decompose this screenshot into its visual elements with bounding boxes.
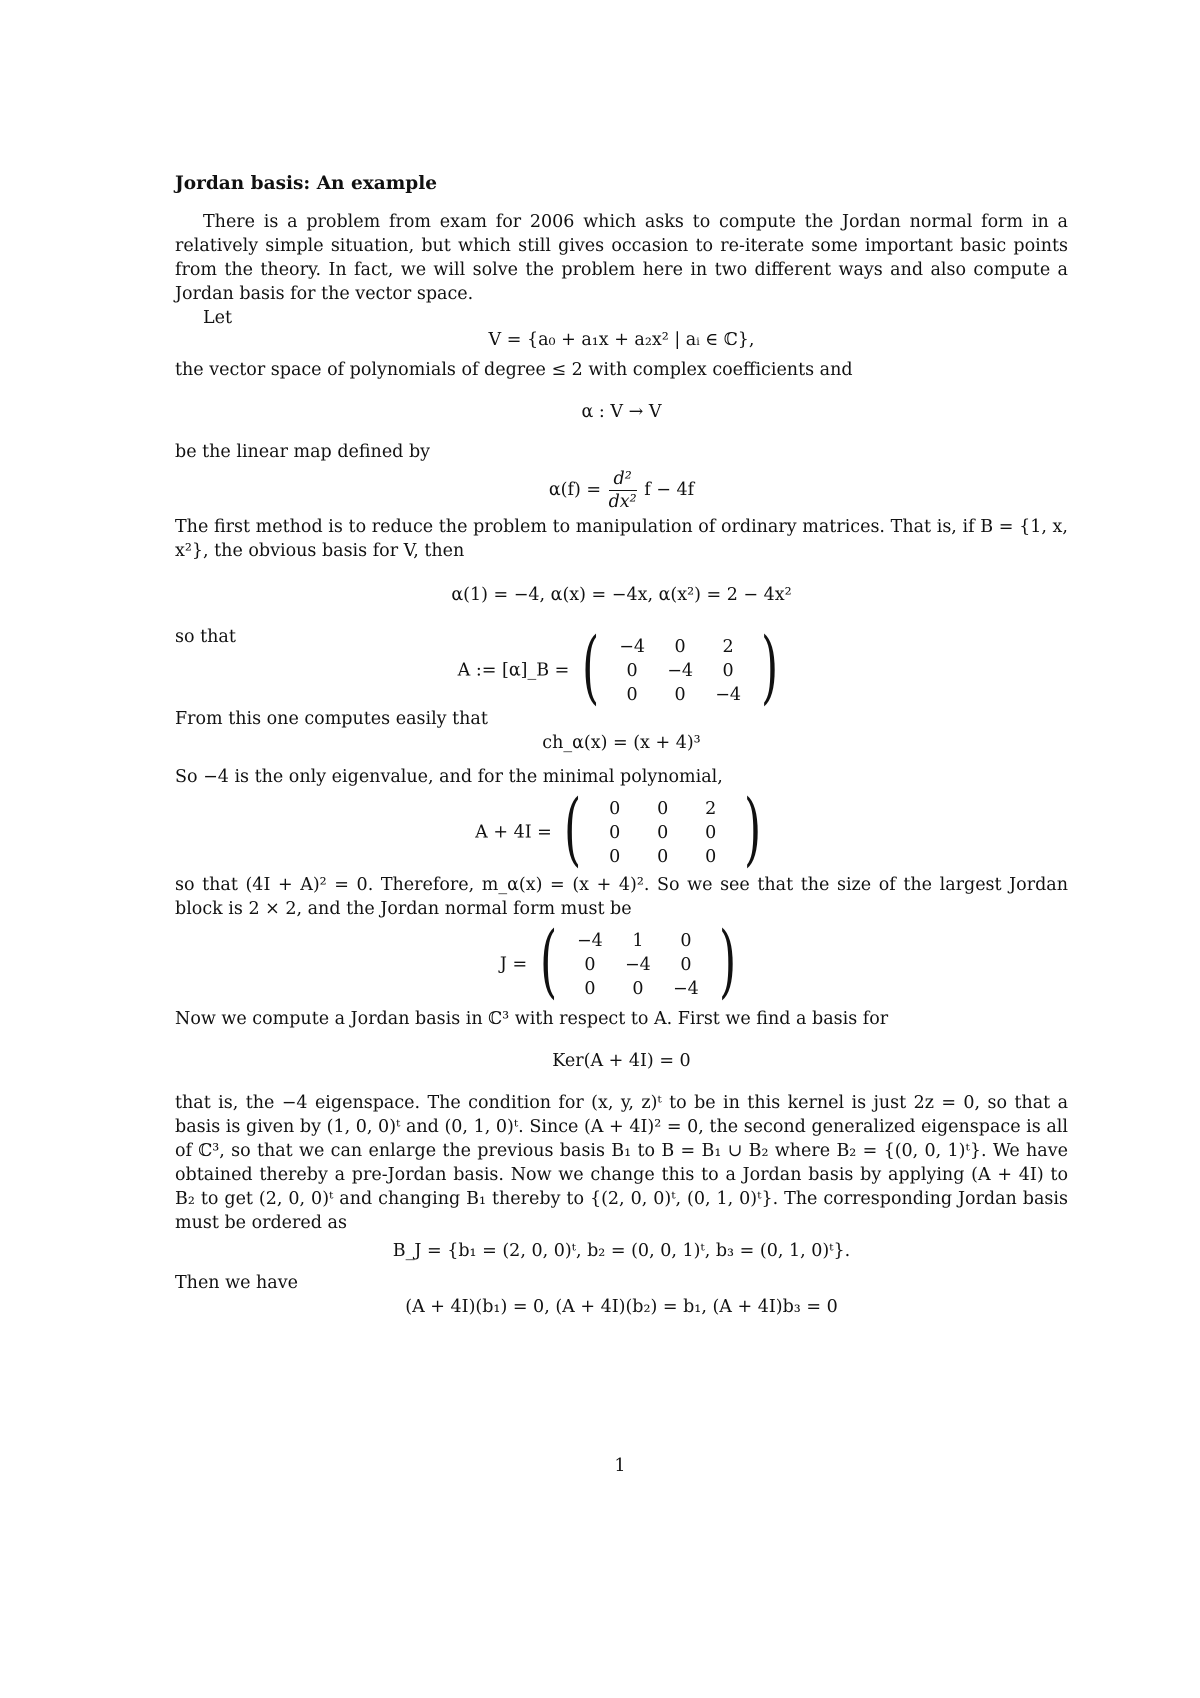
matrix-cell: −4 [667, 661, 694, 681]
eq-map: α : V → V [581, 402, 662, 422]
right-paren-icon: ) [761, 620, 779, 713]
matrix-cell: 0 [584, 979, 596, 999]
matrix-cell: 0 [674, 637, 686, 657]
equation-map [175, 400, 1068, 424]
eq-BJ: B_J = {b₁ = (2, 0, 0)ᵗ, b₂ = (0, 0, 1)ᵗ, b₃ = (0, 1, 0)ᵗ}. [392, 1241, 851, 1261]
fraction-numerator: d² [609, 468, 637, 491]
matrix-J-table [566, 929, 710, 1001]
fraction-denominator: dx² [608, 492, 637, 512]
matrix-cell: −4 [619, 637, 646, 657]
matrix-cell: 0 [609, 823, 621, 843]
matrix-A-table [608, 635, 752, 707]
left-paren-icon: ( [564, 782, 582, 875]
equation-images [175, 583, 1068, 607]
first-method-paragraph: The first method is to reduce the problem to manipulation of ordinary matrices. That is, if B = {1, x, x²}, the obvious basis for V, then [175, 517, 1068, 561]
eigenvalue-text: So −4 is the only eigenvalue, and for the minimal polynomial, [175, 767, 723, 787]
eq-images: α(1) = −4, α(x) = −4x, α(x²) = 2 − 4x² [451, 585, 792, 605]
equation-kernel [175, 1049, 1068, 1073]
eq-final: (A + 4I)(b₁) = 0, (A + 4I)(b₂) = b₁, (A + 4I)b₃ = 0 [405, 1297, 838, 1317]
matrix-cell: −4 [715, 685, 742, 705]
matrix-cell: 0 [705, 823, 717, 843]
so-that-text: so that [175, 627, 236, 647]
matrix-J [533, 914, 743, 1007]
matrix-A [575, 620, 785, 713]
second-derivative-fraction [609, 468, 637, 513]
eq-V: V = {a₀ + a₁x + a₂x² | aᵢ ∈ ℂ}, [488, 330, 755, 350]
eq-ker: Ker(A + 4I) = 0 [552, 1051, 691, 1071]
matrix-A4I [557, 782, 767, 875]
then-text: Then we have [175, 1273, 298, 1293]
intro-paragraph: There is a problem from exam for 2006 which asks to compute the Jordan normal form in a relatively simple situation, but which still gives occasion to re-iterate some important basic points from the theory. In fact, we will solve the problem here in two different ways and also compute a Jordan basis for the vector space. [175, 212, 1068, 304]
matrix-cell: 0 [657, 823, 669, 843]
linear-map-text: be the linear map defined by [175, 442, 431, 462]
left-paren-icon: ( [581, 620, 600, 713]
matrix-cell: 1 [632, 931, 644, 951]
matrix-cell: −4 [625, 955, 651, 975]
matrix-cell: 0 [722, 661, 734, 681]
eq-A-lhs: A := [α]_B = [457, 660, 570, 681]
equation-matrix-A4I [175, 782, 1068, 875]
matrix-cell: 2 [722, 637, 734, 657]
equation-char-poly [175, 731, 1068, 755]
matrix-cell: 0 [657, 847, 669, 867]
matrix-cell: 0 [705, 847, 717, 867]
equation-jordan-basis [175, 1239, 1068, 1263]
equation-vector-space [175, 328, 1068, 352]
matrix-cell: 0 [680, 931, 692, 951]
vector-space-text: the vector space of polynomials of degree ≤ 2 with complex coefficients and [175, 360, 853, 380]
matrix-A4I-table [591, 797, 735, 869]
page-number: 1 [614, 1456, 626, 1476]
let-text: Let [203, 308, 233, 328]
section-title: Jordan basis: An example [175, 173, 438, 194]
matrix-cell: −4 [673, 979, 699, 999]
equation-alpha [175, 468, 1068, 513]
eq-J-lhs: J = [499, 954, 528, 975]
matrix-cell: 0 [609, 847, 621, 867]
matrix-cell: 0 [609, 799, 621, 819]
computes-text: From this one computes easily that [175, 709, 488, 729]
right-paren-icon: ) [718, 914, 737, 1007]
left-paren-icon: ( [539, 914, 557, 1007]
equation-matrix-A [175, 620, 1068, 713]
jordan-basis-intro-text: Now we compute a Jordan basis in ℂ³ with respect to A. First we find a basis for [175, 1009, 889, 1029]
matrix-cell: 0 [584, 955, 596, 975]
document-body [175, 172, 1068, 1319]
right-paren-icon: ) [743, 782, 761, 875]
matrix-cell: 0 [626, 661, 638, 681]
matrix-cell: 2 [705, 799, 717, 819]
matrix-cell: 0 [680, 955, 692, 975]
kernel-paragraph: that is, the −4 eigenspace. The condition for (x, y, z)ᵗ to be in this kernel is just 2z = 0, so that a basis is given by (1, 0, 0)ᵗ and (0, 1, 0)ᵗ. Since (A + 4I)² = 0, the second generalized eigenspace is all of ℂ³, so that we can enlarge the previous basis B₁ to B = B₁ ∪ B₂ where B₂ = {(0, 0, 1)ᵗ}. We have obtained thereby a pre-Jordan basis. Now we change this to a Jordan basis by applying (A + 4I) to B₂ to get (2, 0, 0)ᵗ and changing B₁ thereby to {(2, 0, 0)ᵗ, (0, 1, 0)ᵗ}. The corresponding Jordan basis must be ordered as [175, 1093, 1068, 1233]
matrix-cell: −4 [577, 931, 603, 951]
matrix-cell: 0 [632, 979, 644, 999]
eq-alpha-lhs: α(f) = [548, 480, 602, 500]
eq-alpha-rhs: f − 4f [644, 480, 695, 500]
eq-A4I-lhs: A + 4I = [475, 822, 552, 843]
equation-final [175, 1295, 1068, 1319]
matrix-cell: 0 [674, 685, 686, 705]
equation-matrix-J [175, 914, 1068, 1007]
minimal-polynomial-paragraph: so that (4I + A)² = 0. Therefore, m_α(x) = (x + 4)². So we see that the size of the largest Jordan block is 2 × 2, and the Jordan normal form must be [175, 875, 1068, 919]
matrix-cell: 0 [657, 799, 669, 819]
matrix-cell: 0 [626, 685, 638, 705]
eq-char: ch_α(x) = (x + 4)³ [542, 733, 701, 753]
